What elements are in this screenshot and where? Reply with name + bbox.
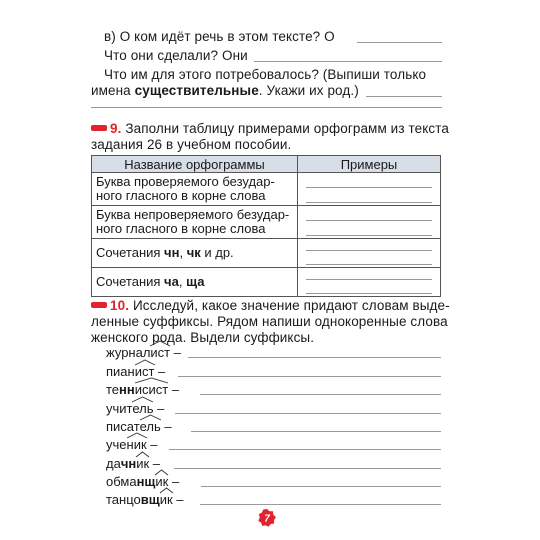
word-stem: пиан bbox=[106, 364, 135, 379]
answer-line[interactable] bbox=[357, 42, 442, 43]
task-number: 10. bbox=[110, 298, 130, 313]
answer-line[interactable] bbox=[169, 449, 441, 450]
word-dash: – bbox=[149, 456, 161, 471]
word-stem: писат bbox=[106, 419, 140, 434]
word-stem: да bbox=[106, 456, 121, 471]
question-text: Что они сделали? Они bbox=[104, 48, 248, 63]
word-bold-letters: нн bbox=[119, 382, 135, 397]
column-header-examples: Примеры bbox=[298, 156, 441, 173]
cell-text: , bbox=[179, 245, 187, 260]
word-bold-letters: нщ bbox=[136, 474, 156, 489]
suffix-arc-icon bbox=[131, 396, 154, 403]
word-dash: – bbox=[170, 345, 181, 360]
question-what-needed-cont bbox=[91, 82, 359, 99]
column-header-name: Название орфограммы bbox=[92, 156, 298, 173]
task-text: Исследуй, какое значение придают словам выде- bbox=[132, 298, 450, 313]
word-dash: – bbox=[154, 364, 166, 379]
task10-heading bbox=[91, 297, 450, 314]
answer-line[interactable] bbox=[178, 376, 441, 377]
table-header-row bbox=[92, 156, 441, 173]
word-suffix: ист bbox=[135, 364, 155, 379]
word-dash: – bbox=[168, 474, 180, 489]
bold-term: существительные bbox=[134, 83, 259, 98]
question-v-about bbox=[104, 28, 335, 45]
cell-bold: ща bbox=[186, 274, 205, 289]
task-marker-icon bbox=[91, 302, 107, 308]
answer-line[interactable] bbox=[91, 107, 442, 108]
suffix-arc-icon bbox=[135, 451, 150, 458]
answer-line[interactable] bbox=[175, 413, 441, 414]
word-dash: – bbox=[160, 419, 172, 434]
word-stem: те bbox=[106, 382, 120, 397]
cell-bold: чн bbox=[164, 245, 180, 260]
suffix-arc-icon bbox=[149, 340, 171, 347]
suffix-arc-icon bbox=[134, 359, 156, 366]
orthogram-name bbox=[92, 173, 298, 206]
word-suffix: ель bbox=[140, 419, 161, 434]
task9-heading-cont bbox=[91, 136, 291, 153]
table-row bbox=[92, 173, 441, 206]
word-suffix: ик bbox=[136, 456, 149, 471]
answer-line[interactable] bbox=[174, 468, 441, 469]
word-item bbox=[106, 345, 181, 360]
word-stem: уче bbox=[106, 437, 127, 452]
word-stem: обма bbox=[106, 474, 137, 489]
word-item bbox=[106, 492, 184, 507]
orthogram-name bbox=[92, 268, 298, 297]
answer-line[interactable] bbox=[201, 486, 441, 487]
task-marker-icon bbox=[91, 125, 107, 131]
cell-bold: чк bbox=[186, 245, 201, 260]
examples-cell[interactable] bbox=[298, 206, 441, 239]
task-text: ленные суффиксы. Рядом напиши однокоренные слова bbox=[91, 314, 448, 329]
word-suffix: ист bbox=[150, 345, 170, 360]
table-row bbox=[92, 206, 441, 239]
word-suffix: ник bbox=[127, 437, 147, 452]
page-number-badge bbox=[258, 509, 276, 527]
answer-line[interactable] bbox=[254, 61, 442, 62]
answer-line[interactable] bbox=[191, 431, 441, 432]
word-suffix: ель bbox=[132, 401, 153, 416]
cell-bold: ча bbox=[164, 274, 179, 289]
word-stem: танцо bbox=[106, 492, 141, 507]
suffix-arc-icon bbox=[159, 487, 174, 494]
question-text: Что им для этого потребовалось? (Выпиши только bbox=[104, 67, 427, 82]
question-text: имена bbox=[91, 83, 131, 98]
cell-text: , bbox=[178, 274, 187, 289]
orthogram-name bbox=[92, 239, 298, 268]
cell-text: Буква непроверяемого безудар- bbox=[96, 207, 290, 222]
word-bold-letters: вщ bbox=[140, 492, 160, 507]
examples-cell[interactable] bbox=[298, 268, 441, 297]
question-what-needed bbox=[104, 66, 426, 83]
cell-text: ного гласного в корне слова bbox=[96, 221, 266, 236]
page-number: 7 bbox=[264, 513, 270, 525]
orthogram-name bbox=[92, 206, 298, 239]
suffix-arc-icon bbox=[134, 377, 169, 384]
answer-line[interactable] bbox=[200, 394, 441, 395]
cell-text: и др. bbox=[200, 245, 234, 260]
task-number: 9. bbox=[110, 121, 122, 136]
answer-line[interactable] bbox=[200, 504, 441, 505]
word-dash: – bbox=[146, 437, 158, 452]
word-stem: учит bbox=[106, 401, 133, 416]
answer-line[interactable] bbox=[366, 96, 442, 97]
suffix-arc-icon bbox=[154, 469, 169, 476]
suffix-arc-icon bbox=[139, 414, 162, 421]
answer-line[interactable] bbox=[188, 357, 441, 358]
word-dash: – bbox=[172, 492, 184, 507]
question-text: . Укажи их род.) bbox=[258, 83, 359, 98]
word-item bbox=[106, 437, 158, 452]
word-suffix: исист bbox=[135, 382, 168, 397]
question-text: в) О ком идёт речь в этом тексте? О bbox=[104, 29, 335, 44]
question-what-did bbox=[104, 47, 248, 64]
table-row bbox=[92, 268, 441, 297]
task10-heading-cont bbox=[91, 313, 448, 330]
table-row bbox=[92, 239, 441, 268]
cell-text: Сочетания bbox=[96, 274, 165, 289]
task9-heading bbox=[91, 120, 449, 137]
word-stem: журнал bbox=[106, 345, 151, 360]
task-text: Заполни таблицу примерами орфограмм из текста bbox=[125, 121, 449, 136]
examples-cell[interactable] bbox=[298, 239, 441, 268]
word-item bbox=[106, 382, 179, 397]
cell-text: ного гласного в корне слова bbox=[96, 188, 266, 203]
task-text: женского рода. Выдели суффиксы. bbox=[91, 330, 315, 345]
word-suffix: ик bbox=[155, 474, 168, 489]
word-dash: – bbox=[168, 382, 180, 397]
cell-text: Сочетания bbox=[96, 245, 165, 260]
task10-heading-cont2 bbox=[91, 329, 314, 346]
task-text: задания 26 в учебном пособии. bbox=[91, 137, 292, 152]
suffix-arc-icon bbox=[126, 432, 148, 439]
cell-text: Буква проверяемого безудар- bbox=[96, 174, 275, 189]
word-item bbox=[106, 456, 160, 471]
orthogram-table bbox=[91, 155, 441, 297]
examples-cell[interactable] bbox=[298, 173, 441, 206]
word-dash: – bbox=[153, 401, 165, 416]
word-bold-letters: чн bbox=[120, 456, 137, 471]
word-suffix: ик bbox=[160, 492, 173, 507]
